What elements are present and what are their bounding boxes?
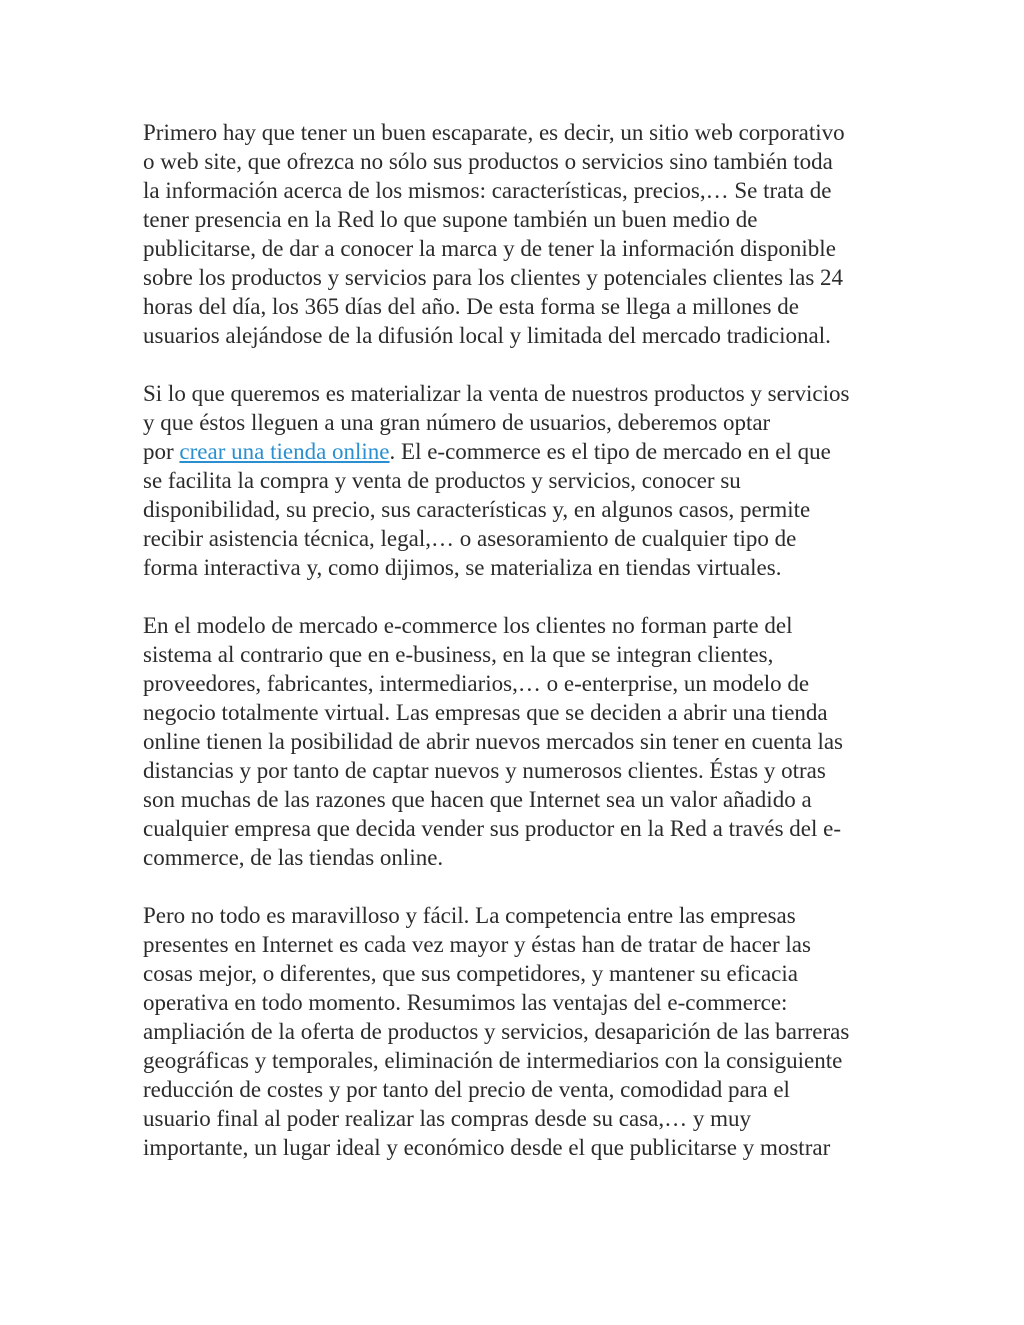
text-line: forma interactiva y, como dijimos, se materializa en tiendas virtuales. (143, 555, 782, 580)
text-line: importante, un lugar ideal y económico desde el que publicitarse y mostrar (143, 1135, 831, 1160)
text-line: usuarios alejándose de la difusión local y limitada del mercado tradicional. (143, 323, 831, 348)
paragraph-3 (143, 611, 888, 872)
text-line: sistema al contrario que en e-business, en la que se integran clientes, (143, 642, 774, 667)
text-line: se facilita la compra y venta de productos y servicios, conocer su (143, 468, 741, 493)
text-line: horas del día, los 365 días del año. De esta forma se llega a millones de (143, 294, 799, 319)
text-line: Primero hay que tener un buen escaparate, es decir, un sitio web corporativo (143, 120, 845, 145)
text-line: online tienen la posibilidad de abrir nuevos mercados sin tener en cuenta las (143, 729, 843, 754)
text-line: tener presencia en la Red lo que supone también un buen medio de (143, 207, 758, 232)
text-line: reducción de costes y por tanto del precio de venta, comodidad para el (143, 1077, 790, 1102)
text-line: son muchas de las razones que hacen que Internet sea un valor añadido a (143, 787, 812, 812)
text-line: disponibilidad, su precio, sus características y, en algunos casos, permite (143, 497, 811, 522)
text-line: cualquier empresa que decida vender sus productor en la Red a través del e- (143, 816, 842, 841)
text-line: cosas mejor, o diferentes, que sus competidores, y mantener su eficacia (143, 961, 798, 986)
paragraph-2 (143, 379, 888, 582)
text-line: presentes en Internet es cada vez mayor y éstas han de tratar de hacer las (143, 932, 811, 957)
text-line: negocio totalmente virtual. Las empresas que se deciden a abrir una tienda (143, 700, 828, 725)
text-line: operativa en todo momento. Resumimos las ventajas del e-commerce: (143, 990, 788, 1015)
text-line: publicitarse, de dar a conocer la marca y de tener la información disponible (143, 236, 836, 261)
text-line: ampliación de la oferta de productos y servicios, desaparición de las barreras (143, 1019, 850, 1044)
text-line: commerce, de las tiendas online. (143, 845, 444, 870)
text-line: distancias y por tanto de captar nuevos y numerosos clientes. Éstas y otras (143, 758, 826, 783)
paragraph-4 (143, 901, 888, 1162)
text-line: la información acerca de los mismos: características, precios,… Se trata de (143, 178, 832, 203)
text-line: proveedores, fabricantes, intermediarios,… o e-enterprise, un modelo de (143, 671, 810, 696)
paragraph-1 (143, 118, 888, 350)
text-line: Si lo que queremos es materializar la venta de nuestros productos y servicios (143, 381, 850, 406)
text-line: Pero no todo es maravilloso y fácil. La competencia entre las empresas (143, 903, 796, 928)
text-line: geográficas y temporales, eliminación de intermediarios con la consiguiente (143, 1048, 843, 1073)
text-line: sobre los productos y servicios para los clientes y potenciales clientes las 24 (143, 265, 844, 290)
text-line: recibir asistencia técnica, legal,… o asesoramiento de cualquier tipo de (143, 526, 797, 551)
link-prefix-text: por (143, 439, 180, 464)
text-line-with-link (143, 437, 888, 466)
text-line: usuario final al poder realizar las compras desde su casa,… y muy (143, 1106, 752, 1131)
text-line: o web site, que ofrezca no sólo sus productos o servicios sino también toda (143, 149, 833, 174)
document-body (143, 118, 888, 1191)
crear-tienda-online-link[interactable]: crear una tienda online (179, 439, 390, 464)
link-suffix-text: . El e-commerce es el tipo de mercado en el que (389, 439, 831, 464)
text-line: y que éstos lleguen a una gran número de usuarios, deberemos optar (143, 410, 771, 435)
text-line: En el modelo de mercado e-commerce los clientes no forman parte del (143, 613, 793, 638)
